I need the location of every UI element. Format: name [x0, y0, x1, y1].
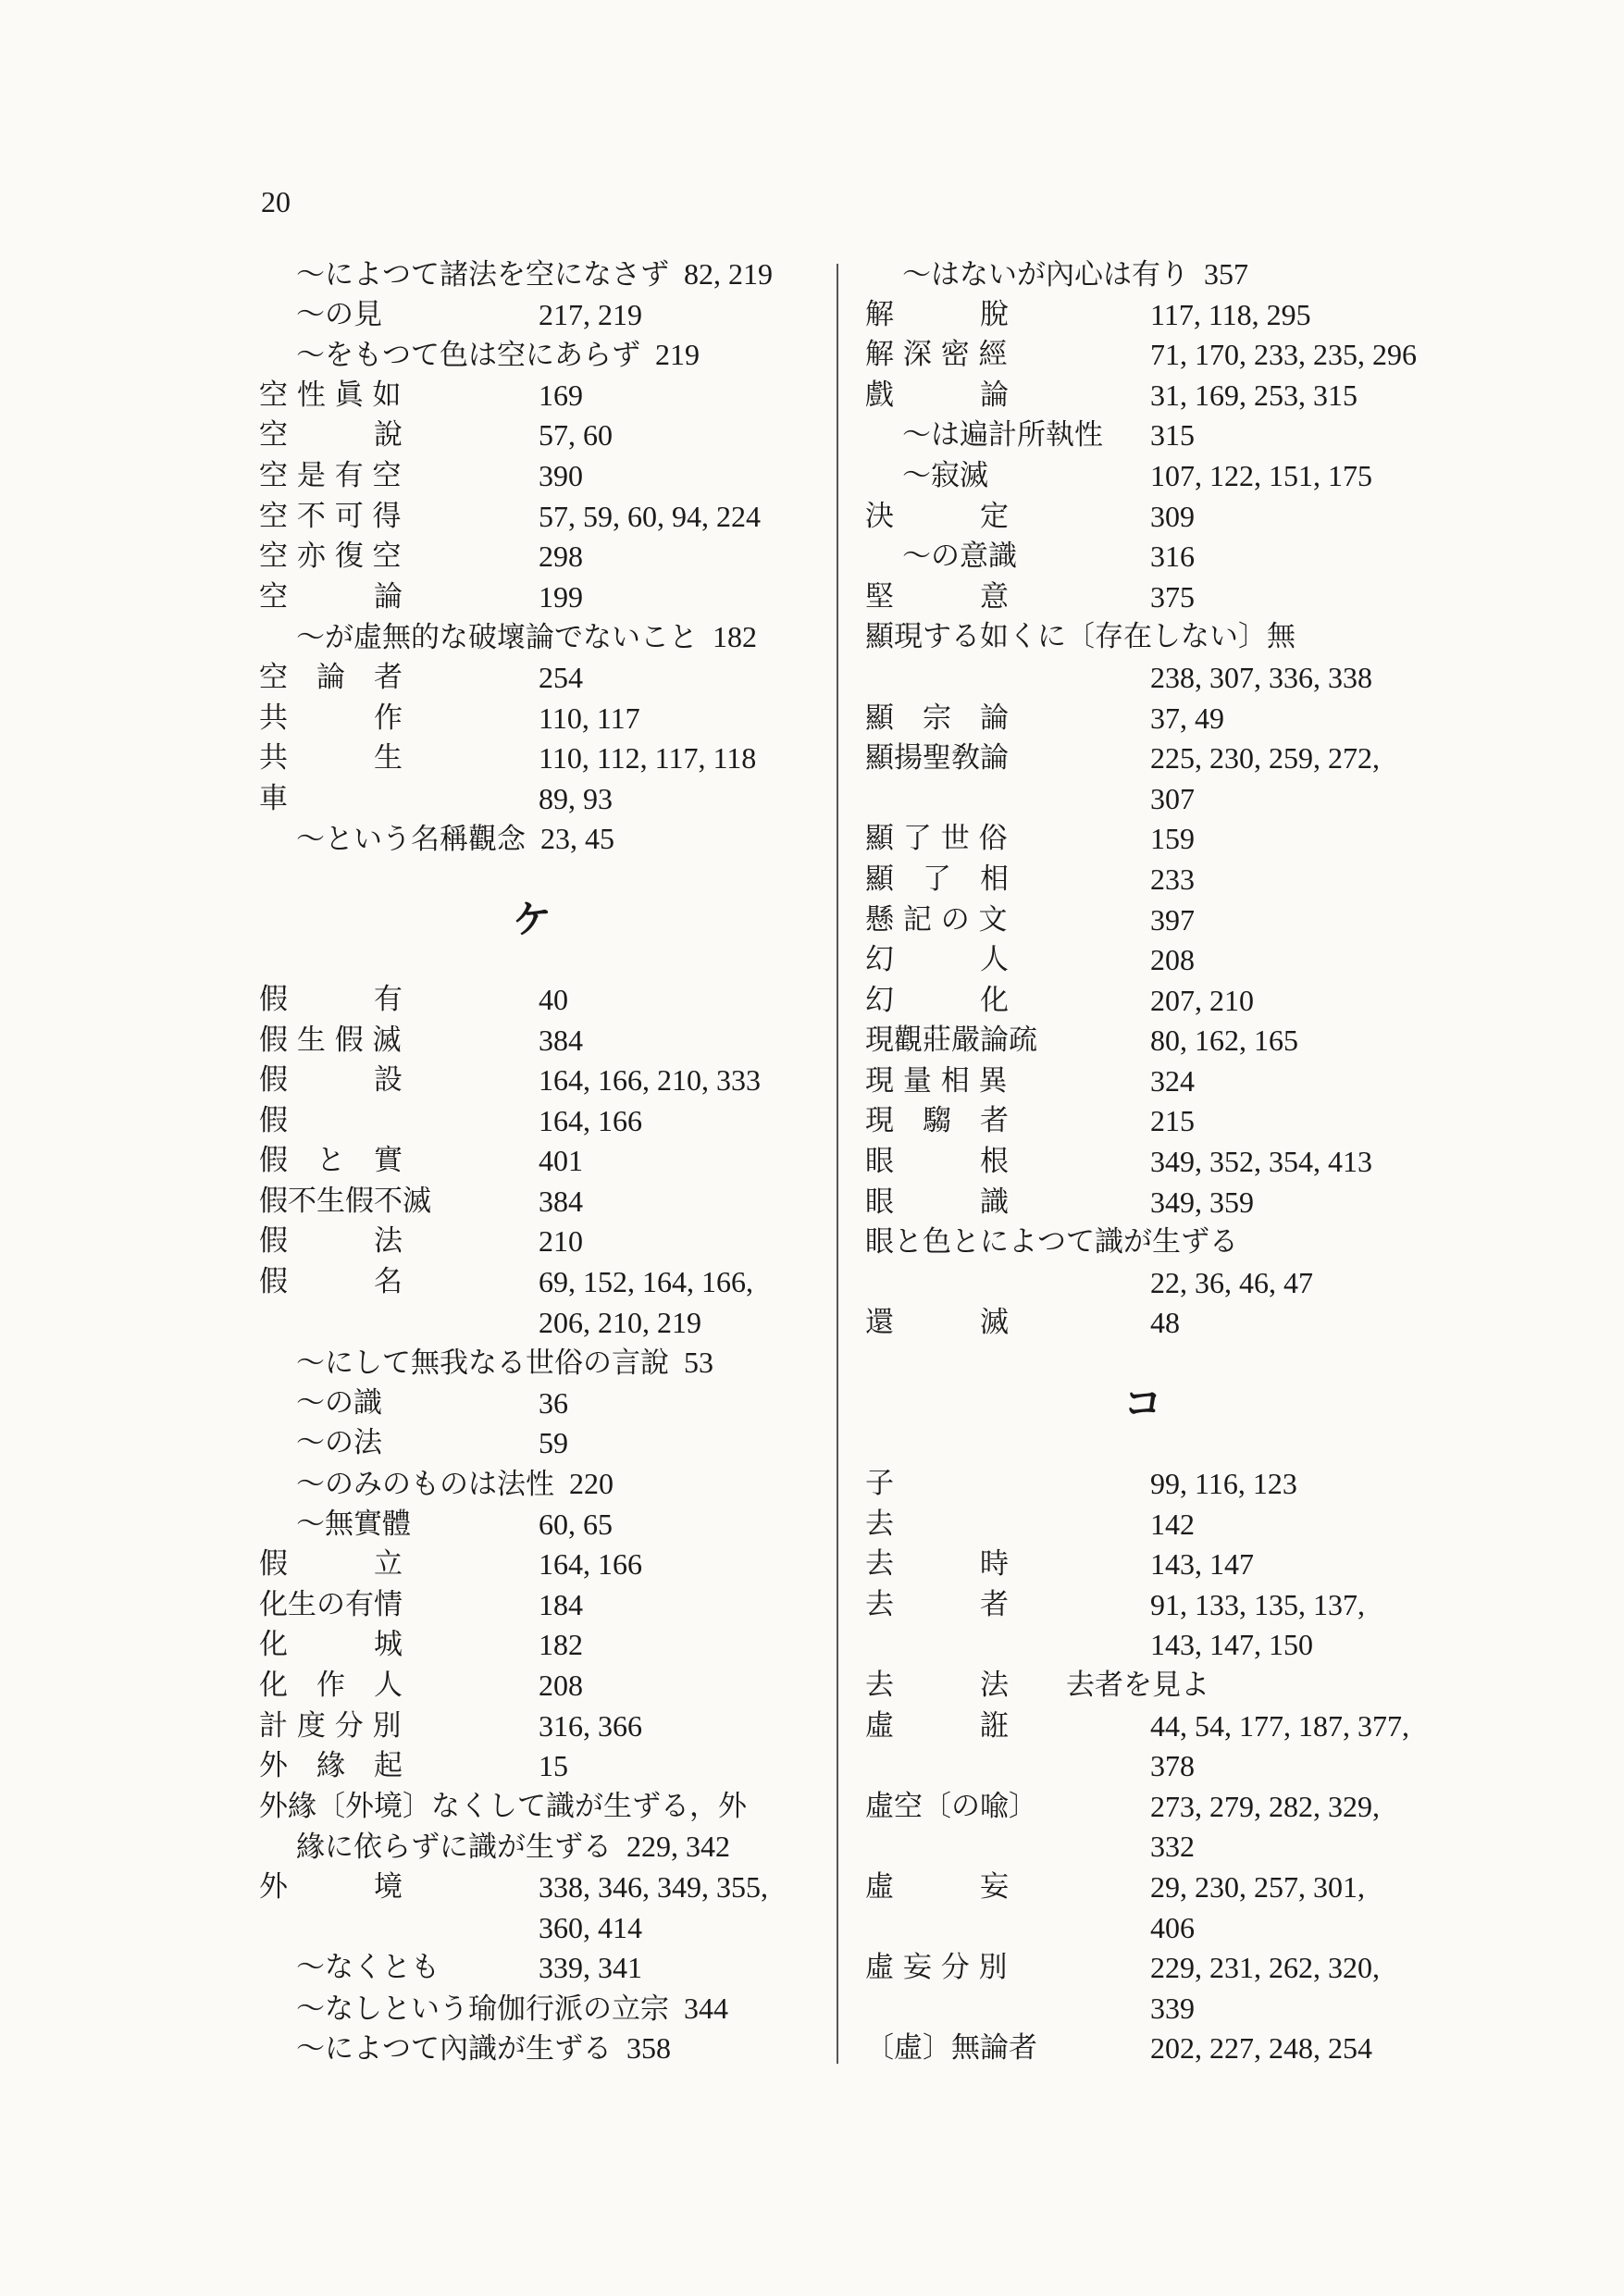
index-entry	[865, 335, 1457, 376]
index-entry	[259, 1545, 824, 1585]
index-entry	[259, 1182, 824, 1222]
entry-pages: 378	[1150, 1749, 1195, 1783]
entry-term: ～はないが內心は有り	[902, 258, 1189, 292]
index-entry	[259, 1625, 824, 1666]
index-entry	[865, 981, 1457, 1022]
entry-term: 空 說	[259, 418, 403, 453]
index-entry	[259, 577, 824, 618]
entry-term: ～の法	[296, 1426, 382, 1460]
entry-pages: 60, 65	[539, 1507, 613, 1541]
entry-pages: 184	[539, 1587, 583, 1621]
index-entry	[865, 617, 1457, 658]
section-header: ケ	[512, 896, 552, 942]
entry-pages: 142	[1150, 1507, 1195, 1541]
entry-term: 解 深 密 經	[865, 338, 1008, 372]
index-entry	[865, 1706, 1457, 1747]
entry-pages: 324	[1150, 1063, 1195, 1098]
entry-pages: 182	[539, 1628, 583, 1662]
entry-pages: 338, 346, 349, 355,	[539, 1869, 768, 1904]
entry-term: 虛空〔の喩〕	[865, 1789, 1037, 1823]
entry-pages: 316	[1150, 540, 1195, 574]
index-entry	[865, 376, 1457, 416]
entry-pages: 110, 112, 117, 118	[539, 741, 757, 776]
entry-term: 化 作 人	[259, 1669, 403, 1702]
entry-term: 空 不 可 得	[259, 499, 402, 533]
entry-pages: 199	[539, 579, 583, 614]
entry-term: ～にして無我なる世俗の言說	[296, 1347, 669, 1381]
entry-pages: 15	[539, 1749, 568, 1783]
entry-term: 虛 妄 分 別	[865, 1951, 1008, 1985]
index-entry	[259, 779, 824, 820]
index-entry	[865, 1061, 1457, 1102]
index-entry	[259, 1464, 824, 1505]
entry-pages: 44, 54, 177, 187, 377,	[1150, 1708, 1409, 1743]
entry-term: 眼 根	[865, 1145, 1009, 1179]
index-entry	[259, 1908, 824, 1949]
entry-pages: 23, 45	[540, 822, 614, 856]
index-entry	[865, 1101, 1457, 1142]
entry-term: ～は遍計所執性	[902, 418, 1103, 453]
entry-pages: 143, 147, 150	[1150, 1628, 1313, 1662]
right-column	[865, 254, 1457, 2069]
entry-term: 空 論	[259, 579, 403, 614]
column-divider	[837, 264, 838, 2064]
entry-pages: 159	[1150, 822, 1195, 856]
entry-term: 外 緣 起	[259, 1749, 403, 1783]
entry-pages: 169	[539, 378, 583, 412]
entry-pages: 59	[539, 1426, 568, 1460]
index-entry	[865, 1948, 1457, 1989]
entry-pages: 69, 152, 164, 166,	[539, 1265, 753, 1299]
section-header: コ	[1122, 1381, 1162, 1427]
index-entry	[865, 577, 1457, 618]
index-entry	[259, 1222, 824, 1262]
entry-term: 去	[865, 1507, 894, 1541]
entry-term: 眼 識	[865, 1185, 1009, 1219]
index-entry	[865, 1303, 1457, 1344]
entry-pages: 316, 366	[539, 1708, 642, 1743]
entry-pages: 107, 122, 151, 175	[1150, 458, 1372, 492]
index-entry	[865, 900, 1457, 941]
index-entry	[865, 819, 1457, 860]
index-entry	[259, 335, 824, 376]
index-entry	[259, 1505, 824, 1545]
index-entry	[865, 1222, 1457, 1263]
entry-term: 假 と 實	[259, 1144, 403, 1178]
entry-pages: 40	[539, 982, 568, 1016]
index-entry	[865, 1625, 1457, 1666]
entry-pages: 164, 166, 210, 333	[539, 1063, 761, 1098]
entry-term: 共 作	[259, 701, 403, 735]
entry-pages: 91, 133, 135, 137,	[1150, 1587, 1365, 1621]
entry-pages: 89, 93	[539, 781, 613, 815]
entry-pages: 217, 219	[539, 297, 642, 331]
entry-term: 現觀莊嚴論疏	[865, 1024, 1037, 1058]
index-entry	[865, 1585, 1457, 1626]
entry-term: 假 名	[259, 1265, 403, 1299]
entry-pages: 48	[1150, 1306, 1180, 1340]
entry-pages: 254	[539, 660, 583, 694]
entry-term: 假 設	[259, 1063, 403, 1098]
entry-term: 虛 妄	[865, 1869, 1009, 1904]
index-entry	[259, 1787, 824, 1828]
entry-term: 去 時	[865, 1547, 1009, 1582]
index-entry	[259, 819, 824, 860]
entry-term: ～寂滅	[902, 458, 988, 492]
index-entry	[259, 456, 824, 497]
entry-pages: 375	[1150, 579, 1195, 614]
entry-pages: 229, 342	[626, 1830, 730, 1864]
index-entry	[865, 497, 1457, 538]
entry-pages: 117, 118, 295	[1150, 297, 1311, 331]
entry-term: 堅 意	[865, 579, 1009, 614]
index-entry	[259, 376, 824, 416]
entry-term: 顯 宗 論	[865, 701, 1009, 735]
entry-pages: 57, 60	[539, 418, 613, 453]
index-entry	[865, 860, 1457, 900]
entry-term: 空 論 者	[259, 660, 403, 694]
index-entry	[259, 1948, 824, 1989]
entry-term: 車	[259, 781, 288, 815]
entry-pages: 307	[1150, 781, 1195, 815]
entry-term: ～の識	[296, 1385, 382, 1420]
index-entry	[259, 1827, 824, 1868]
index-entry	[865, 1505, 1457, 1545]
index-entry	[865, 1183, 1457, 1223]
entry-pages: 357	[1204, 257, 1248, 291]
entry-term: 決 定	[865, 499, 1009, 533]
index-entry	[259, 699, 824, 739]
index-entry	[865, 2029, 1457, 2069]
entry-term: 顯現する如くに〔存在しない〕無	[865, 620, 1295, 654]
entry-term: ～なくとも	[296, 1951, 440, 1985]
entry-term: 假 法	[259, 1224, 403, 1259]
entry-pages: 220	[569, 1467, 614, 1501]
entry-term: ～が虛無的な破壞論でないこと	[296, 621, 698, 655]
index-entry	[259, 617, 824, 658]
entry-pages: 401	[539, 1144, 583, 1178]
entry-pages: 219	[655, 338, 700, 372]
entry-term: 顯 了 相	[865, 862, 1009, 896]
entry-term: 還 滅	[865, 1306, 1009, 1340]
index-entry	[865, 1545, 1457, 1585]
index-entry	[259, 1423, 824, 1464]
entry-pages: 207, 210	[1150, 983, 1254, 1017]
entry-pages: 225, 230, 259, 272,	[1150, 741, 1380, 776]
index-entry	[865, 1787, 1457, 1828]
entry-term: 現 量 相 異	[865, 1063, 1008, 1098]
entry-pages: 80, 162, 165	[1150, 1024, 1298, 1058]
entry-term: 緣に依らずに識が生ずる	[296, 1831, 612, 1865]
entry-term: ～をもつて色は空にあらず	[296, 339, 640, 373]
index-entry	[259, 1706, 824, 1747]
entry-pages: 315	[1150, 418, 1195, 453]
entry-pages: 384	[539, 1023, 583, 1057]
entry-pages: 390	[539, 458, 583, 492]
index-entry	[259, 1868, 824, 1908]
index-entry	[865, 940, 1457, 981]
entry-term: 去 法 去者を見よ	[865, 1669, 1209, 1702]
entry-term: 假 立	[259, 1547, 403, 1582]
entry-term: ～によつて內識が生ずる	[296, 2032, 612, 2066]
entry-term: 顯 了 世 俗	[865, 822, 1008, 856]
entry-term: 假不生假不滅	[259, 1184, 431, 1218]
entry-term: 外緣〔外境〕なくして識が生ずる，外	[259, 1789, 747, 1823]
index-entry	[259, 1585, 824, 1626]
entry-pages: 110, 117	[539, 701, 640, 735]
entry-term: 外 境	[259, 1869, 403, 1904]
entry-term: 幻 化	[865, 983, 1009, 1017]
entry-pages: 384	[539, 1184, 583, 1218]
entry-pages: 82, 219	[684, 257, 773, 291]
entry-pages: 332	[1150, 1830, 1195, 1864]
entry-term: ～のみのものは法性	[296, 1468, 554, 1502]
index-entry	[865, 1021, 1457, 1061]
entry-pages: 339	[1150, 1991, 1195, 2025]
entry-pages: 71, 170, 233, 235, 296	[1150, 338, 1417, 372]
index-entry	[259, 1746, 824, 1787]
index-entry	[259, 1384, 824, 1424]
index-entry	[259, 738, 824, 779]
entry-pages: 164, 166	[539, 1103, 642, 1137]
index-entry	[865, 1142, 1457, 1183]
entry-term: 空 性 眞 如	[259, 378, 402, 412]
entry-pages: 349, 359	[1150, 1185, 1254, 1219]
index-entry	[259, 1141, 824, 1182]
index-entry	[259, 1303, 824, 1344]
entry-term: 顯揚聖敎論	[865, 741, 1009, 776]
entry-term: ～無實體	[296, 1507, 411, 1541]
index-entry	[259, 1101, 824, 1142]
entry-term: ～の意識	[902, 540, 1017, 574]
index-entry	[259, 1262, 824, 1303]
entry-term: 戲 論	[865, 378, 1009, 412]
index-entry	[865, 1827, 1457, 1868]
index-entry	[259, 295, 824, 336]
entry-pages: 164, 166	[539, 1547, 642, 1582]
entry-pages: 339, 341	[539, 1951, 642, 1985]
index-entry	[259, 1021, 824, 1061]
index-entry	[865, 1464, 1457, 1505]
index-entry	[259, 1666, 824, 1706]
entry-term: ～なしという瑜伽行派の立宗	[296, 1992, 669, 2026]
index-entry	[259, 537, 824, 577]
entry-pages: 99, 116, 123	[1150, 1467, 1297, 1501]
index-entry	[259, 980, 824, 1021]
entry-pages: 202, 227, 248, 254	[1150, 2031, 1372, 2066]
index-entry	[865, 416, 1457, 456]
entry-pages: 215	[1150, 1104, 1195, 1138]
index-entry	[865, 295, 1457, 336]
entry-pages: 22, 36, 46, 47	[1150, 1265, 1313, 1299]
entry-pages: 37, 49	[1150, 701, 1224, 735]
entry-term: 假 有	[259, 982, 403, 1016]
entry-pages: 406	[1150, 1910, 1195, 1944]
entry-pages: 360, 414	[539, 1910, 642, 1944]
index-entry	[865, 537, 1457, 577]
entry-term: 去 者	[865, 1587, 1009, 1621]
entry-term: 解 脫	[865, 297, 1009, 331]
entry-pages: 182	[713, 620, 757, 654]
entry-pages: 298	[539, 540, 583, 574]
index-entry	[259, 497, 824, 538]
entry-pages: 57, 59, 60, 94, 224	[539, 499, 761, 533]
entry-pages: 344	[684, 1991, 728, 2025]
entry-term: 化生の有情	[259, 1587, 403, 1621]
index-entry	[865, 1868, 1457, 1908]
entry-pages: 53	[684, 1346, 713, 1380]
entry-pages: 273, 279, 282, 329,	[1150, 1789, 1380, 1823]
index-entry	[865, 738, 1457, 779]
index-entry	[259, 254, 824, 295]
index-entry	[865, 1666, 1457, 1706]
index-entry	[259, 658, 824, 699]
index-entry	[865, 456, 1457, 497]
entry-pages: 208	[1150, 943, 1195, 977]
page-number: 20	[261, 185, 291, 218]
entry-term: 假	[259, 1103, 288, 1137]
entry-term: 化 城	[259, 1628, 403, 1662]
index-entry	[865, 658, 1457, 699]
index-entry	[259, 416, 824, 456]
entry-pages: 210	[539, 1224, 583, 1259]
index-entry	[259, 1061, 824, 1101]
index-entry	[865, 1989, 1457, 2029]
entry-pages: 397	[1150, 902, 1195, 937]
entry-pages: 229, 231, 262, 320,	[1150, 1951, 1380, 1985]
index-entry	[259, 1989, 824, 2029]
entry-term: 空 亦 復 空	[259, 540, 402, 574]
entry-term: 假 生 假 滅	[259, 1023, 402, 1057]
index-entry	[865, 1263, 1457, 1304]
entry-pages: 233	[1150, 862, 1195, 896]
entry-pages: 36	[539, 1385, 568, 1420]
entry-term: 懸 記 の 文	[865, 902, 1008, 937]
entry-pages: 238, 307, 336, 338	[1150, 660, 1372, 694]
index-entry	[865, 254, 1457, 295]
entry-term: ～によつて諸法を空になさず	[296, 258, 669, 292]
entry-term: 眼と色とによつて識が生ずる	[865, 1225, 1238, 1260]
entry-term: ～の見	[296, 297, 382, 331]
entry-term: 〔虛〕無論者	[865, 2031, 1037, 2066]
entry-term: 幻 人	[865, 943, 1009, 977]
entry-term: 虛 誑	[865, 1708, 1009, 1743]
index-entry	[259, 1343, 824, 1384]
entry-pages: 358	[626, 2031, 671, 2066]
entry-pages: 31, 169, 253, 315	[1150, 378, 1357, 412]
index-entry	[259, 2029, 824, 2069]
entry-term: 共 生	[259, 741, 403, 776]
entry-term: 現 騶 者	[865, 1104, 1009, 1138]
entry-pages: 143, 147	[1150, 1547, 1254, 1582]
entry-term: ～という名稱觀念	[296, 823, 526, 857]
entry-term: 計 度 分 別	[259, 1708, 402, 1743]
entry-pages: 206, 210, 219	[539, 1305, 701, 1339]
index-entry	[865, 699, 1457, 739]
entry-pages: 208	[539, 1669, 583, 1702]
entry-pages: 29, 230, 257, 301,	[1150, 1869, 1365, 1904]
entry-pages: 309	[1150, 499, 1195, 533]
entry-pages: 349, 352, 354, 413	[1150, 1145, 1372, 1179]
entry-term: 空 是 有 空	[259, 458, 402, 492]
entry-term: 子	[865, 1467, 894, 1501]
left-column	[259, 254, 824, 2069]
index-entry	[865, 779, 1457, 820]
index-entry	[865, 1746, 1457, 1787]
index-entry	[865, 1908, 1457, 1949]
